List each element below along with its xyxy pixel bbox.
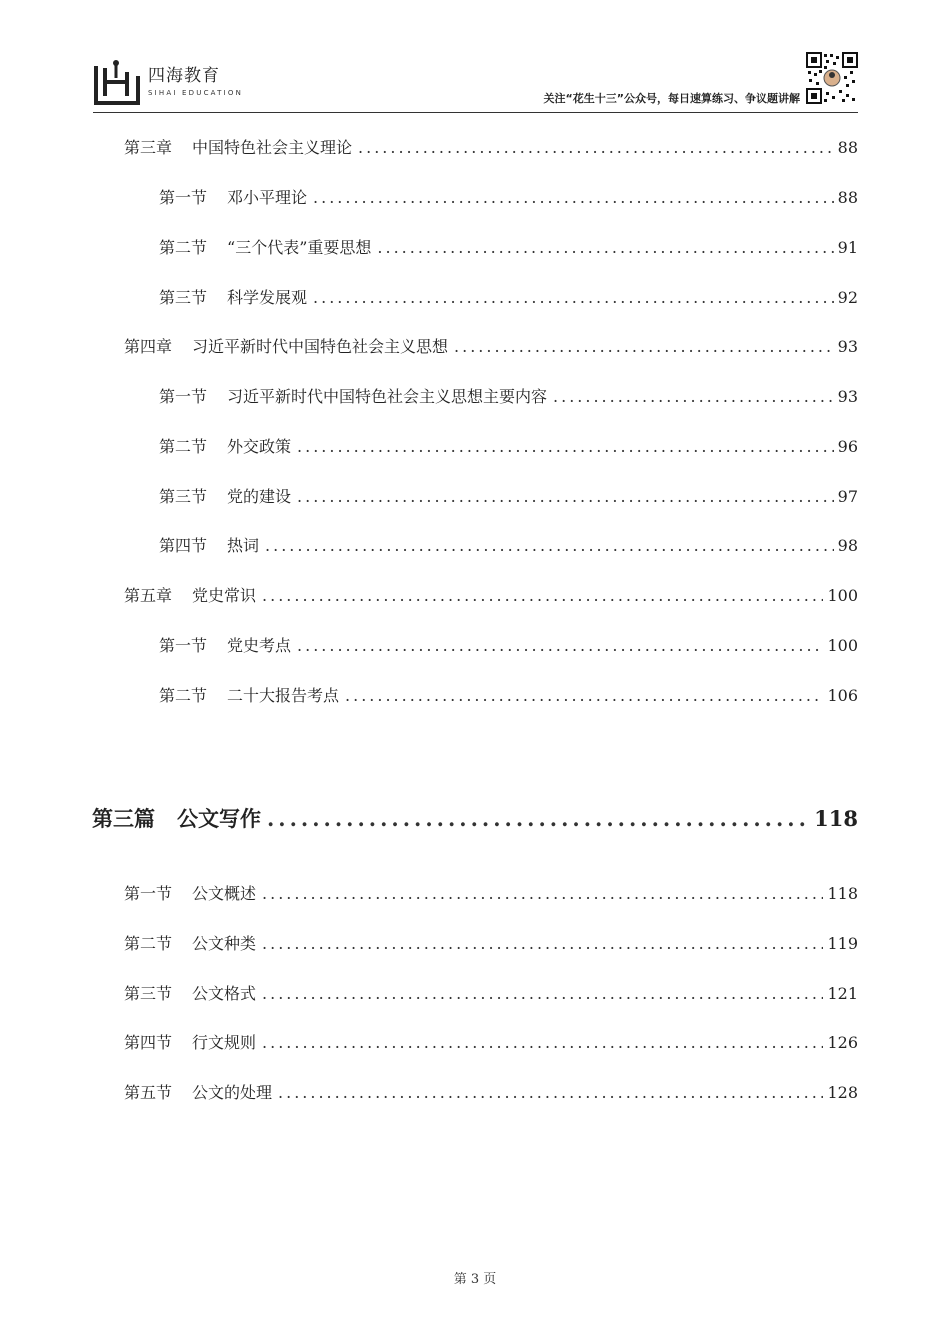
toc-page: 118 bbox=[814, 806, 858, 831]
toc-entry-part[interactable] bbox=[92, 804, 858, 834]
toc-leader bbox=[262, 882, 823, 906]
toc-entry-section[interactable] bbox=[124, 932, 858, 956]
toc-leader bbox=[262, 932, 823, 956]
toc-entry-chapter[interactable] bbox=[124, 136, 858, 160]
toc-title: 热词 bbox=[227, 536, 260, 555]
toc-entry-section[interactable] bbox=[159, 236, 858, 260]
toc-title: 公文种类 bbox=[192, 934, 257, 953]
toc-entry-section[interactable] bbox=[159, 684, 858, 708]
toc-page: 97 bbox=[837, 487, 858, 506]
toc-title: 公文概述 bbox=[192, 884, 257, 903]
toc-page: 92 bbox=[837, 288, 858, 307]
toc-number: 第五章 bbox=[124, 586, 173, 605]
toc-number: 第一节 bbox=[159, 636, 208, 655]
toc-page: 119 bbox=[827, 934, 858, 953]
toc-title: 邓小平理论 bbox=[227, 188, 308, 207]
toc-leader bbox=[278, 1081, 823, 1105]
toc-number: 第二节 bbox=[124, 934, 173, 953]
toc-leader bbox=[313, 186, 834, 210]
toc-number: 第四节 bbox=[159, 536, 208, 555]
toc-leader bbox=[297, 485, 834, 509]
toc-entry-section[interactable] bbox=[159, 534, 858, 558]
toc-number: 第二节 bbox=[159, 238, 208, 257]
toc-page: 88 bbox=[837, 138, 858, 157]
toc-number: 第三节 bbox=[124, 984, 173, 1003]
toc-leader bbox=[377, 236, 833, 260]
logo-name-cn: 四海教育 bbox=[148, 66, 220, 86]
toc-title: 习近平新时代中国特色社会主义思想主要内容 bbox=[227, 387, 548, 406]
header-divider bbox=[93, 112, 858, 113]
toc-leader bbox=[358, 136, 834, 160]
toc-page: 126 bbox=[827, 1033, 858, 1052]
toc-entry-chapter[interactable] bbox=[124, 584, 858, 608]
toc-number: 第二节 bbox=[159, 686, 208, 705]
toc-page: 93 bbox=[837, 337, 858, 356]
toc-leader bbox=[313, 286, 834, 310]
toc-leader bbox=[267, 804, 810, 834]
toc-leader bbox=[454, 335, 834, 359]
toc-entry-section[interactable] bbox=[159, 385, 858, 409]
toc-title: 行文规则 bbox=[192, 1033, 257, 1052]
toc-entry-section[interactable] bbox=[124, 882, 858, 906]
toc-entry-chapter[interactable] bbox=[124, 335, 858, 359]
toc-number: 第四章 bbox=[124, 337, 173, 356]
toc-leader bbox=[345, 684, 823, 708]
toc-number: 第三节 bbox=[159, 487, 208, 506]
toc-leader bbox=[262, 982, 823, 1006]
toc-leader bbox=[553, 385, 834, 409]
toc-title: 公文写作 bbox=[177, 806, 261, 831]
toc-entry-section[interactable] bbox=[124, 1031, 858, 1055]
toc-entry-section[interactable] bbox=[159, 186, 858, 210]
toc-entry-section[interactable] bbox=[159, 634, 858, 658]
toc-number: 第三章 bbox=[124, 138, 173, 157]
toc-page: 88 bbox=[837, 188, 858, 207]
toc-title: 中国特色社会主义理论 bbox=[192, 138, 353, 157]
toc-number: 第一节 bbox=[159, 188, 208, 207]
toc-entry-section[interactable] bbox=[124, 1081, 858, 1105]
toc-entry-section[interactable] bbox=[159, 286, 858, 310]
toc-title: 党史常识 bbox=[192, 586, 257, 605]
toc-page: 91 bbox=[837, 238, 858, 257]
toc-title: 党的建设 bbox=[227, 487, 292, 506]
toc-leader bbox=[262, 584, 823, 608]
toc-leader bbox=[265, 534, 834, 558]
toc-title: “三个代表”重要思想 bbox=[227, 238, 372, 257]
qr-code-icon bbox=[806, 52, 858, 104]
toc-title: 科学发展观 bbox=[227, 288, 308, 307]
toc-number: 第二节 bbox=[159, 437, 208, 456]
toc-number: 第三篇 bbox=[92, 806, 155, 831]
toc-number: 第三节 bbox=[159, 288, 208, 307]
toc-entry-section[interactable] bbox=[159, 485, 858, 509]
toc-title: 公文的处理 bbox=[192, 1083, 273, 1102]
sihai-logo-icon bbox=[93, 58, 141, 106]
page-header bbox=[0, 0, 950, 120]
toc-number: 第五节 bbox=[124, 1083, 173, 1102]
logo-name-en: SIHAI EDUCATION bbox=[148, 89, 244, 97]
toc-entry-section[interactable] bbox=[159, 435, 858, 459]
toc-page: 106 bbox=[827, 686, 858, 705]
toc-page: 128 bbox=[827, 1083, 858, 1102]
toc-leader bbox=[297, 634, 823, 658]
toc-page: 121 bbox=[827, 984, 858, 1003]
toc-entry-section[interactable] bbox=[124, 982, 858, 1006]
toc-number: 第四节 bbox=[124, 1033, 173, 1052]
toc-title: 习近平新时代中国特色社会主义思想 bbox=[192, 337, 449, 356]
toc-page: 100 bbox=[827, 586, 858, 605]
page-number-footer: 第 3 页 bbox=[453, 1272, 497, 1287]
toc-number: 第一节 bbox=[159, 387, 208, 406]
toc-number: 第一节 bbox=[124, 884, 173, 903]
toc-leader bbox=[297, 435, 834, 459]
toc-page: 118 bbox=[827, 884, 858, 903]
logo-text bbox=[148, 66, 243, 98]
toc-title: 外交政策 bbox=[227, 437, 292, 456]
toc-title: 公文格式 bbox=[192, 984, 257, 1003]
toc-title: 党史考点 bbox=[227, 636, 292, 655]
toc-leader bbox=[262, 1031, 823, 1055]
promo-text: 关注“花生十三”公众号，每日速算练习、争议题讲解 bbox=[543, 92, 800, 105]
toc-page: 96 bbox=[837, 437, 858, 456]
toc-title: 二十大报告考点 bbox=[227, 686, 340, 705]
toc-page: 100 bbox=[827, 636, 858, 655]
toc-page: 98 bbox=[837, 536, 858, 555]
toc-page: 93 bbox=[837, 387, 858, 406]
